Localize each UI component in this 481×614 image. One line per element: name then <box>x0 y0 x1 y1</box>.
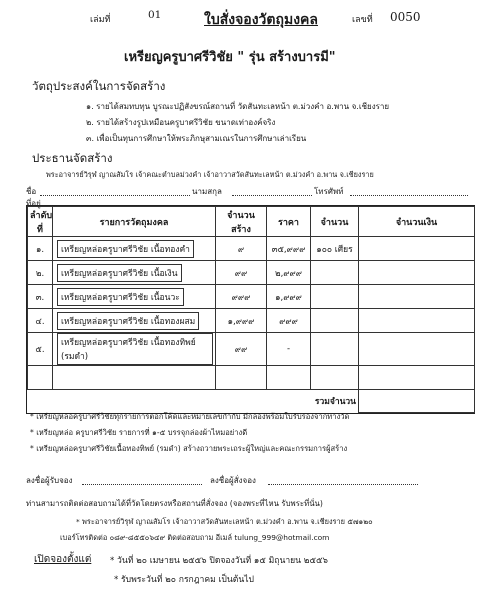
booking-period: * วันที่ ๒๐ เมษายน ๒๕๕๖ ปิดจองวันที่ ๑๕ มิถุนายน ๒๕๕๖ <box>110 556 328 566</box>
row-item: เหรียญหล่อครูบาศรีวิชัย เนื้อทองคำ <box>53 237 216 261</box>
phone-label: โทรศัพท์ <box>314 187 344 196</box>
row-amount[interactable] <box>311 333 359 366</box>
row-qty: ๑,๙๙๙ <box>216 309 267 333</box>
table-row <box>28 333 475 366</box>
row-no: ๔. <box>28 309 53 333</box>
purpose-item-3: ๓. เพื่อเป็นทุนการศึกษาให้พระภิกษุสามเณรในการศึกษาเล่าเรียน <box>86 134 307 143</box>
row-item: เหรียญหล่อครูบาศรีวิชัย เนื้อนวะ <box>53 285 216 309</box>
contact-line-2: เบอร์โทรติดต่อ ๐๘๙-๘๕๕๐๖๔๙ ติดต่อสอบถาม อีเมล์ tulung_999@hotmail.com <box>60 533 330 542</box>
row-qty: ๙ <box>216 237 267 261</box>
name-field[interactable] <box>40 195 190 196</box>
table-total-row <box>28 390 475 413</box>
table-header-row <box>28 207 475 237</box>
row-price: ๑,๙๙๙ <box>267 285 311 309</box>
col-header-money: จำนวนเงิน <box>359 207 475 237</box>
row-no: ๒. <box>28 261 53 285</box>
phone-field[interactable] <box>350 195 468 196</box>
table-row <box>28 261 475 285</box>
table-row <box>28 285 475 309</box>
total-value-cell[interactable] <box>359 390 475 413</box>
row-price: ๓๕,๙๙๙ <box>267 237 311 261</box>
row-amount[interactable]: ๑๐๐ เศียร <box>311 237 359 261</box>
pickup-date: * รับพระวันที่ ๒๐ กรกฎาคม เป็นต้นไป <box>114 575 254 585</box>
note-1: * เหรียญหล่อครูบาศรีวิชัยทุกรายการตอกโค้ดและหมายเลขกำกับ มีกล่องพร้อมใบรับรองจากทางวัด <box>30 412 350 421</box>
booking-label: เปิดจองตั้งแต่ <box>34 554 92 565</box>
surname-label: นามสกุล <box>192 187 222 196</box>
row-qty <box>216 366 267 390</box>
row-no: ๓. <box>28 285 53 309</box>
total-label-cell <box>28 390 359 413</box>
col-header-price: ราคา <box>267 207 311 237</box>
row-money[interactable] <box>359 261 475 285</box>
row-qty: ๙๙ <box>216 261 267 285</box>
receiver-signature-label: ลงชื่อผู้รับจอง <box>26 476 73 485</box>
order-table <box>26 205 475 414</box>
row-amount[interactable] <box>311 261 359 285</box>
row-money[interactable] <box>359 285 475 309</box>
row-amount[interactable] <box>311 366 359 390</box>
row-price <box>267 366 311 390</box>
form-title: ใบสั่งจองวัตถุมงคล <box>204 12 318 28</box>
purpose-heading: วัตถุประสงค์ในการจัดสร้าง <box>32 79 166 93</box>
row-qty: ๙๙๙ <box>216 285 267 309</box>
number-label: เลขที่ <box>352 15 373 25</box>
booker-signature-line[interactable] <box>268 484 418 485</box>
row-item: เหรียญหล่อครูบาศรีวิชัย เนื้อเงิน <box>53 261 216 285</box>
col-header-no: ลำดับที่ <box>28 207 53 237</box>
chair-heading: ประธานจัดสร้าง <box>32 151 113 165</box>
row-no <box>28 366 53 390</box>
row-price: - <box>267 333 311 366</box>
name-label: ชื่อ <box>26 187 37 196</box>
contact-intro: ท่านสามารถติดต่อสอบถามได้ที่วัดโดยตรงหรือสถานที่สั่งจอง (จองพระที่ไหน รับพระที่นั่น) <box>26 499 323 508</box>
row-no: ๕. <box>28 333 53 366</box>
chair-name: พระอาจารย์วิรุฬ ญาณสัมโร เจ้าคณะตำบลม่วงคำ เจ้าอาวาสวัดสันทะเลหน้า ต.ม่วงคำ อ.พาน จ.เชียงราย <box>46 170 374 179</box>
address-label: ที่อยู่ <box>26 199 41 208</box>
col-header-qty: จำนวนสร้าง <box>216 207 267 237</box>
row-money[interactable] <box>359 333 475 366</box>
book-label: เล่มที่ <box>90 15 111 25</box>
row-item: เหรียญหล่อครูบาศรีวิชัย เนื้อทองผสม <box>53 309 216 333</box>
row-no: ๑. <box>28 237 53 261</box>
book-number: 01 <box>148 9 162 21</box>
row-money[interactable] <box>359 366 475 390</box>
row-amount[interactable] <box>311 309 359 333</box>
row-price: ๙๙๙ <box>267 309 311 333</box>
table-row <box>28 366 475 390</box>
col-header-item: รายการวัตถุมงคล <box>53 207 216 237</box>
receiver-signature-line[interactable] <box>82 484 202 485</box>
note-2: * เหรียญหล่อ ครูบาศรีวิชัย รายการที่ ๑-๕ บรรจุกล่องผ้าไหมอย่างดี <box>30 428 248 437</box>
booker-signature-label: ลงชื่อผู้สั่งจอง <box>210 476 256 485</box>
serial-number: 0050 <box>390 10 421 24</box>
row-qty: ๙๙ <box>216 333 267 366</box>
table-row <box>28 309 475 333</box>
surname-field[interactable] <box>232 195 312 196</box>
row-amount[interactable] <box>311 285 359 309</box>
row-price: ๒,๙๙๙ <box>267 261 311 285</box>
note-3: * เหรียญหล่อครูบาศรีวิชัยเนื้อทองทิพย์ (รมดำ) สร้างถวายพระเถระผู้ใหญ่และคณะกรรมการผู้สร้าง <box>30 444 348 453</box>
total-label: รวมจำนวน <box>314 397 356 408</box>
table-row <box>28 237 475 261</box>
col-header-amount: จำนวน <box>311 207 359 237</box>
medal-title: เหรียญครูบาศรีวิชัย " รุ่น สร้างบารมี" <box>124 50 336 65</box>
contact-line-1: * พระอาจารย์วิรุฬ ญาณสัมโร เจ้าอาวาสวัดสันทะเลหน้า ต.ม่วงคำ อ.พาน จ.เชียงราย ๕๗๑๒๐ <box>76 517 373 526</box>
purpose-item-1: ๑. รายได้สมทบทุน บูรณะปฏิสังขรณ์สถานที่ วัดสันทะเลหน้า ต.ม่วงคำ อ.พาน จ.เชียงราย <box>86 102 390 111</box>
purpose-item-2: ๒. รายได้สร้างรูปเหมือนครูบาศรีวิชัย ขนาดเท่าองค์จริง <box>86 118 276 127</box>
row-money[interactable] <box>359 309 475 333</box>
row-item: เหรียญหล่อครูบาศรีวิชัย เนื้อทองทิพย์ (รมดำ) <box>53 333 216 366</box>
row-item <box>53 366 216 390</box>
row-money[interactable] <box>359 237 475 261</box>
